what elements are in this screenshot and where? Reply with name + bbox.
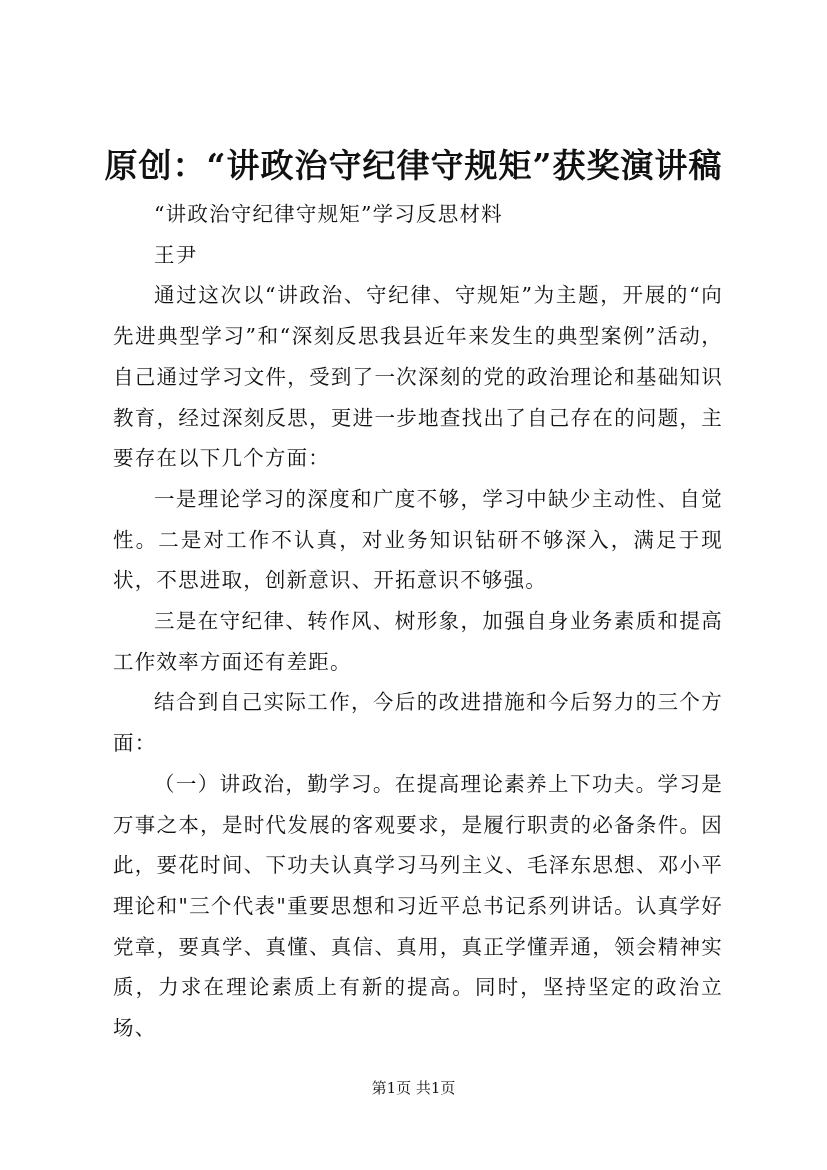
document-title: 原创：“讲政治守纪律守规矩”获奖演讲稿 — [104, 146, 723, 185]
page-footer — [0, 1078, 827, 1098]
paragraph-5: （一）讲政治，勤学习。在提高理论素养上下功夫。学习是万事之本，是时代发展的客观要求，是履行职责的必备条件。因此，要花时间、下功夫认真学习马列主义、毛泽东思想、邓小平理论和"三个代表"重要思想和习近平总书记系列讲话。认真学好党章，要真学、真懂、真信、真用，真正学懂弄通，领会精神实质，力求在理论素质上有新的提高。同时，坚持坚定的政治立场、 — [113, 771, 723, 1041]
paragraph-2: 一是理论学习的深度和广度不够，学习中缺少主动性、自觉性。二是对工作不认真，对业务知识钻研不够深入，满足于现状，不思进取，创新意识、开拓意识不够强。 — [113, 486, 723, 593]
paragraph-4: 结合到自己实际工作，今后的改进措施和今后努力的三个方面： — [113, 690, 723, 756]
paragraph-3: 三是在守纪律、转作风、树形象，加强自身业务素质和提高工作效率方面还有差距。 — [113, 609, 723, 674]
document-body — [113, 194, 723, 1049]
document-subtitle: “讲政治守纪律守规矩”学习反思材料 — [154, 202, 503, 226]
paragraph-1: 通过这次以“讲政治、守纪律、守规矩”为主题，开展的“向先进典型学习”和“深刻反思我县近年来发生的典型案例”活动，自己通过学习文件，受到了一次深刻的党的政治理论和基础知识教育，经过深刻反思，更进一步地查找出了自己存在的问题，主要存在以下几个方面： — [113, 283, 723, 471]
document-author: 王尹 — [154, 242, 198, 267]
page-number: 第1页 共1页 — [371, 1079, 456, 1097]
